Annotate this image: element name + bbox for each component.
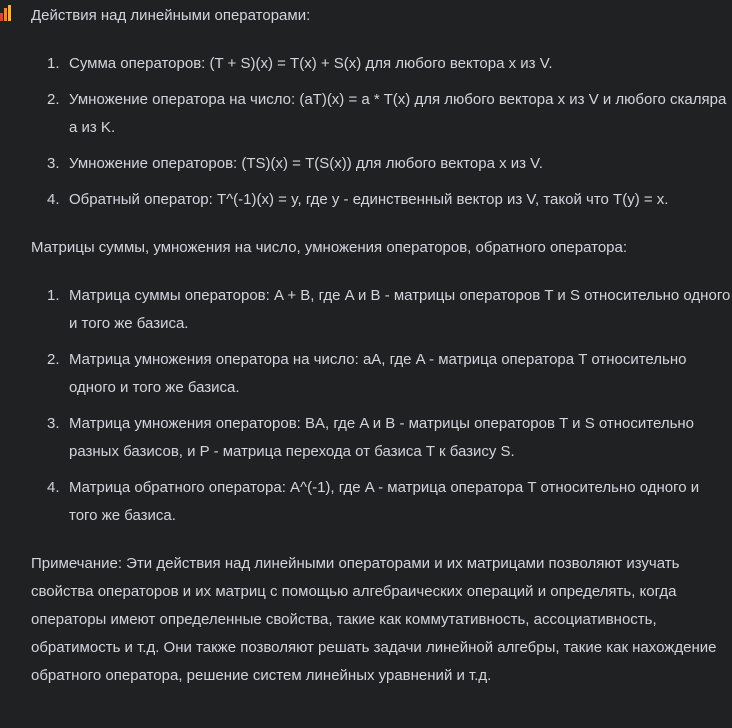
list-item	[31, 474, 731, 530]
list-item-text: Умножение операторов: (TS)(x) = T(S(x)) для любого вектора x из V.	[69, 155, 543, 172]
list-number: 4.	[47, 191, 60, 208]
list-item	[31, 186, 731, 214]
matrices-list	[31, 282, 731, 530]
list-number: 4.	[47, 479, 60, 496]
list-item	[31, 346, 731, 402]
message-content	[31, 0, 731, 690]
list-number: 1.	[47, 287, 60, 304]
list-number: 3.	[47, 415, 60, 432]
list-item-text: Матрица обратного оператора: A^(-1), где A - матрица оператора T относительно одного и того же базиса.	[69, 479, 700, 524]
list-item	[31, 282, 731, 338]
operations-list	[31, 50, 731, 214]
list-item	[31, 50, 731, 78]
list-item	[31, 86, 731, 142]
list-item-text: Сумма операторов: (T + S)(x) = T(x) + S(x) для любого вектора x из V.	[69, 55, 553, 72]
list-item	[31, 150, 731, 178]
note-text: Примечание: Эти действия над линейными операторами и их матрицами позволяют изучать свойства операторов и их матриц с помощью алгебраических операций и определять, когда операторы имеют определенные свойства, такие как коммутативность, ассоциативность, обратимость и т.д. Они также позволяют решать задачи линейной алгебры, такие как нахождение обратного оператора, решение систем линейных уравнений и т.д.	[31, 555, 717, 684]
list-number: 1.	[47, 55, 60, 72]
list-item-text: Матрица суммы операторов: A + B, где A и B - матрицы операторов T и S относительно одного и того же базиса.	[69, 287, 731, 332]
list-item	[31, 410, 731, 466]
list-number: 2.	[47, 351, 60, 368]
list-item-text: Умножение оператора на число: (aT)(x) = a * T(x) для любого вектора x из V и любого скаляра a из K.	[69, 91, 727, 136]
intro-text: Действия над линейными операторами:	[31, 7, 311, 24]
list-item-text: Обратный оператор: T^(-1)(x) = y, где y - единственный вектор из V, такой что T(y) = x.	[69, 191, 669, 208]
list-item-text: Матрица умножения оператора на число: aA, где A - матрица оператора T относительно одного и того же базиса.	[69, 351, 687, 396]
list-item-text: Матрица умножения операторов: BA, где A и B - матрицы операторов T и S относительно разных базисов, и P - матрица перехода от базиса T к базису S.	[69, 415, 695, 460]
list-number: 3.	[47, 155, 60, 172]
list-number: 2.	[47, 91, 60, 108]
bar-chart-icon	[0, 5, 12, 21]
matrices-intro-text: Матрицы суммы, умножения на число, умножения операторов, обратного оператора:	[31, 239, 628, 256]
